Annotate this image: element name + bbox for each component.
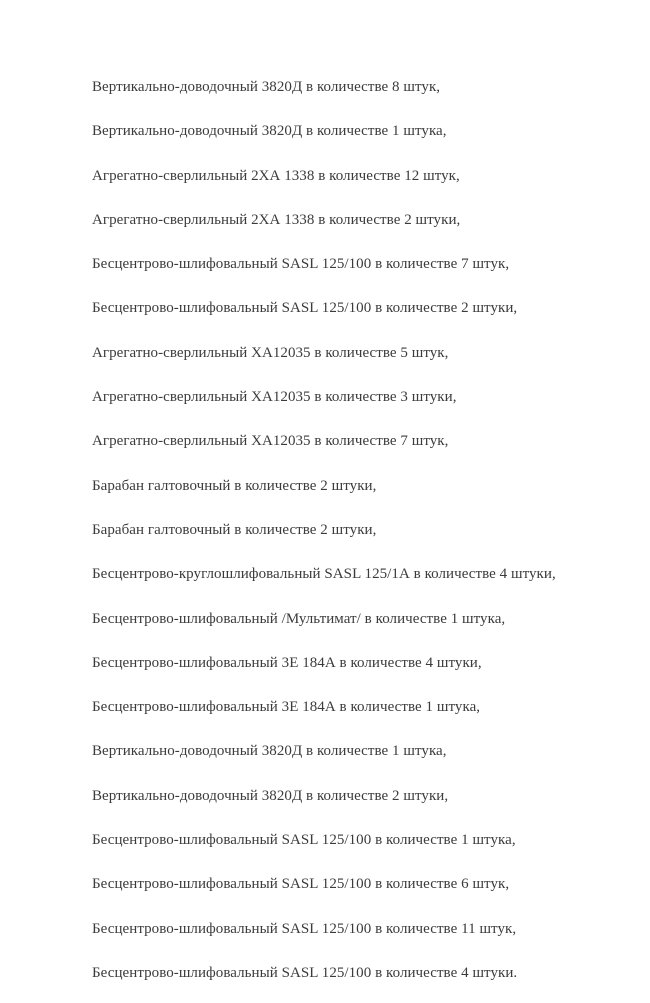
document-line: Барабан галтовочный в количестве 2 штуки, [92,477,377,494]
document-line: Барабан галтовочный в количестве 2 штуки, [92,521,377,538]
document-line: Бесцентрово-круглошлифовальный SASL 125/1А в количестве 4 штуки, [92,566,556,583]
document-line: Бесцентрово-шлифовальный SASL 125/100 в количестве 4 штуки. [92,964,518,981]
document-line: Бесцентрово-шлифовальный /Мультимат/ в количестве 1 штука, [92,610,506,627]
document-line: Вертикально-доводочный 3820Д в количестве 1 штука, [92,743,447,760]
document-line: Бесцентрово-шлифовальный SASL 125/100 в количестве 2 штуки, [92,300,518,317]
document-line: Бесцентрово-шлифовальный 3Е 184А в количестве 1 штука, [92,699,481,716]
document-line: Бесцентрово-шлифовальный 3Е 184А в количестве 4 штуки, [92,654,482,671]
document-body [92,58,562,1003]
document-line: Бесцентрово-шлифовальный SASL 125/100 в количестве 1 штука, [92,832,516,849]
document-line: Бесцентрово-шлифовальный SASL 125/100 в количестве 11 штук, [92,920,517,937]
document-line: Агрегатно-сверлильный ХА12035 в количестве 7 штук, [92,433,449,450]
document-line: Вертикально-доводочный 3820Д в количестве 1 штука, [92,123,447,140]
document-line: Бесцентрово-шлифовальный SASL 125/100 в количестве 6 штук, [92,876,510,893]
document-line: Бесцентрово-шлифовальный SASL 125/100 в количестве 7 штук, [92,256,510,273]
document-line: Агрегатно-сверлильный 2ХА 1338 в количестве 12 штук, [92,167,460,184]
document-line: Агрегатно-сверлильный ХА12035 в количестве 3 штуки, [92,389,457,406]
document-line: Агрегатно-сверлильный ХА12035 в количестве 5 штук, [92,344,449,361]
document-line: Агрегатно-сверлильный 2ХА 1338 в количестве 2 штуки, [92,211,461,228]
document-line: Вертикально-доводочный 3820Д в количестве 8 штук, [92,79,441,95]
document-line: Вертикально-доводочный 3820Д в количестве 2 штуки, [92,787,449,804]
